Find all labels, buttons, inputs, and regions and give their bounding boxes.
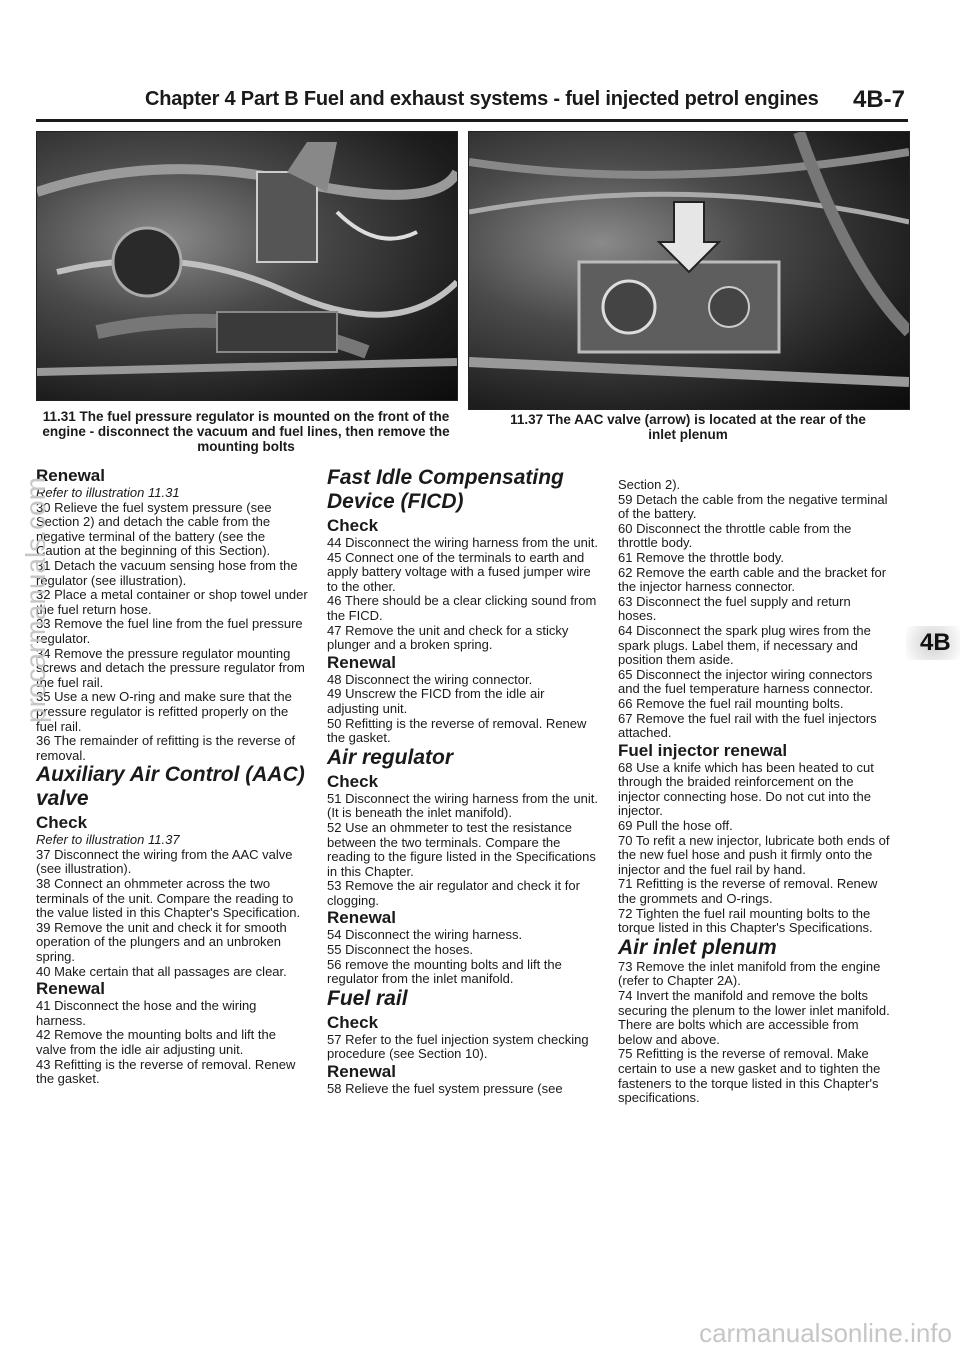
para-62: 62 Remove the earth cable and the bracket for the injector harness connector. [618,564,887,595]
para-68: 68 Use a knife which has been heated to cut through the braided reinforcement on the injector connecting hose. Do not cut into the injector. [618,759,874,819]
aac-valve-photo-illustration [469,132,909,409]
para-50: 50 Refitting is the reverse of removal. Renew the gasket. [327,715,587,746]
para-63: 63 Disconnect the fuel supply and return hoses. [618,593,851,624]
heading-fuel-rail: Fuel rail [327,986,408,1010]
header-rule [36,119,908,122]
para-75: 75 Refitting is the reverse of removal. Make certain to use a new gasket and to tighten the fasteners to the torque listed in this Chapter's specifications. [618,1046,881,1106]
heading-renewal: Renewal [327,908,396,928]
para-43: 43 Refitting is the reverse of removal. Renew the gasket. [36,1056,296,1087]
heading-air-regulator: Air regulator [327,745,454,769]
para-60: 60 Disconnect the throttle cable from the throttle body. [618,520,852,551]
heading-check: Check [327,516,379,535]
para-72: 72 Tighten the fuel rail mounting bolts to the torque listed in this Chapter's Specifications. [618,905,873,936]
para-74: 74 Invert the manifold and remove the bolts securing the plenum to the lower inlet manifold. There are bolts which are accessible from below and above. [618,988,890,1047]
para-59: 59 Detach the cable from the negative terminal of the battery. [618,491,888,522]
para-44: 44 Disconnect the wiring harness from the unit. [327,535,598,550]
heading-aac-valve: Auxiliary Air Control (AAC) valve [36,763,305,811]
para-55: 55 Disconnect the hoses. [327,942,473,958]
heading-renewal: Renewal [36,979,105,999]
page-number: 4B-7 [852,86,905,113]
para-56: 56 remove the mounting bolts and lift the regulator from the inlet manifold. [327,956,562,987]
column-1 [36,466,308,1087]
caption-left: 11.31 The fuel pressure regulator is mounted on the front of the engine - disconnect the vacuum and fuel lines, then remove the mounting bolts [42,409,450,454]
para-53: 53 Remove the air regulator and check it for clogging. [327,878,580,908]
para-71: 71 Refitting is the reverse of removal. Renew the grommets and O-rings. [618,876,878,907]
para-57: 57 Refer to the fuel injection system checking procedure (see Section 10). [327,1031,589,1062]
photo-fuel-pressure-regulator [36,131,458,401]
para-73: 73 Remove the inlet manifold from the engine (refer to Chapter 2A). [618,958,881,989]
para-49: 49 Unscrew the FICD from the idle air adjusting unit. [327,686,545,716]
heading-air-inlet-plenum: Air inlet plenum [618,935,777,959]
para-47: 47 Remove the unit and check for a sticky plunger and a broken spring. [327,622,569,653]
para-66: 66 Remove the fuel rail mounting bolts. [618,695,844,711]
footer-watermark: carmanualsonline.info [699,1318,952,1348]
para-54: 54 Disconnect the wiring harness. [327,927,523,943]
para-67: 67 Remove the fuel rail with the fuel injectors attached. [618,710,877,741]
heading-fuel-injector-renewal: Fuel injector renewal [618,740,788,760]
heading-renewal: Renewal [327,652,396,672]
heading-renewal: Renewal [327,1062,396,1082]
para-41: 41 Disconnect the hose and the wiring harness. [36,998,257,1028]
chapter-title: Chapter 4 Part B Fuel and exhaust systems - fuel injected petrol engines [145,88,819,110]
para-65: 65 Disconnect the injector wiring connectors and the fuel temperature harness connector. [618,666,874,697]
para-45: 45 Connect one of the terminals to earth and apply battery voltage with a fused jumper wire to the other. [327,549,591,594]
section-tab-label: 4B [920,629,951,656]
para-64: 64 Disconnect the spark plug wires from the spark plugs. Label them, if necessary and position them aside. [618,622,871,668]
photo-aac-valve [468,131,910,410]
para-continued: Section 2). [618,477,681,492]
para-51: 51 Disconnect the wiring harness from the unit. (It is beneath the inlet manifold). [327,790,598,821]
column-3 [618,478,890,1106]
heading-check: Check [36,813,88,833]
illustration-ref: Refer to illustration 11.37 [36,832,180,848]
para-33: 33 Remove the fuel line from the fuel pressure regulator. [36,616,303,646]
illustration-ref: Refer to illustration 11.31 [36,485,180,500]
para-35: 35 Use a new O-ring and make sure that the pressure regulator is refitted properly on the fuel rail. [36,689,292,734]
para-32: 32 Place a metal container or shop towel under the fuel return hose. [36,587,308,617]
heading-renewal: Renewal [36,466,105,485]
para-31: 31 Detach the vacuum sensing hose from the regulator (see illustration). [36,557,298,588]
para-48: 48 Disconnect the wiring connector. [327,671,533,687]
para-37: 37 Disconnect the wiring from the AAC valve (see illustration). [36,846,293,877]
column-2 [327,466,599,1097]
side-watermark: procarmanuals.com [20,477,51,723]
heading-ficd: Fast Idle Compensating Device (FICD) [327,466,564,513]
para-52: 52 Use an ohmmeter to test the resistance between the two terminals. Compare the reading to the figure listed in the Specifications in this Chapter. [327,819,596,879]
para-34: 34 Remove the pressure regulator mounting screws and detach the pressure regulator from the fuel rail. [36,645,305,690]
engine-photo-illustration [37,132,457,400]
heading-check: Check [327,771,379,791]
para-61: 61 Remove the throttle body. [618,549,784,565]
para-42: 42 Remove the mounting bolts and lift the valve from the idle air adjusting unit. [36,1027,276,1057]
para-36: 36 The remainder of refitting is the reverse of removal. [36,733,296,763]
para-70: 70 To refit a new injector, lubricate both ends of the new fuel hose and push it firmly onto the injector and the fuel rail by hand. [618,832,890,877]
para-39: 39 Remove the unit and check it for smooth operation of the plungers and an unbroken spring. [36,919,287,965]
para-46: 46 There should be a clear clicking sound from the FICD. [327,593,597,623]
heading-check: Check [327,1012,379,1032]
para-40: 40 Make certain that all passages are clear. [36,963,287,979]
caption-right: 11.37 The AAC valve (arrow) is located at the rear of the inlet plenum [510,412,866,442]
page-header [145,86,905,116]
para-38: 38 Connect an ohmmeter across the two terminals of the unit. Compare the reading to the value listed in this Chapter's Specification. [36,876,301,921]
section-tab [906,626,960,660]
para-30: 30 Relieve the fuel system pressure (see Section 2) and detach the cable from the negative terminal of the battery (see the Caution at the beginning of this Section). [36,499,272,559]
para-69: 69 Pull the hose off. [618,818,733,834]
para-58: 58 Relieve the fuel system pressure (see [327,1081,563,1097]
